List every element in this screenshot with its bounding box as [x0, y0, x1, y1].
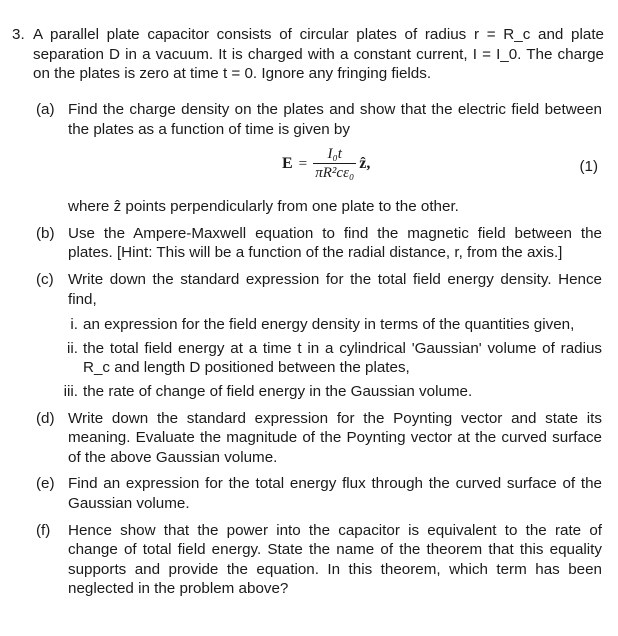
- part-d: [36, 409, 602, 468]
- subitem-iii: [36, 382, 602, 402]
- equation-unit-vector: ẑ,: [359, 154, 371, 172]
- subitem-label: iii.: [63, 382, 78, 400]
- part-e-label: (e): [36, 475, 55, 493]
- equation-numerator: I₀t: [327, 146, 342, 163]
- part-c: [36, 270, 602, 402]
- part-b: [36, 224, 602, 263]
- part-a-text: Find the charge density on the plates and show that the electric field between the plates as a function of time is given by: [68, 101, 602, 138]
- part-e-text: Find an expression for the total energy flux through the curved surface of the Gaussian volume.: [68, 475, 602, 512]
- part-f-text: Hence show that the power into the capacitor is equivalent to the rate of change of total field energy. State the name of the theorem that this equality supports and provide the equation. In this theorem, which term has been neglected in the problem above?: [68, 521, 602, 598]
- equation-denominator: πR²cε₀: [315, 165, 355, 182]
- subitem-text: an expression for the field energy density in terms of the quantities given,: [83, 316, 575, 334]
- equation-number: (1): [579, 158, 598, 176]
- part-c-label: (c): [36, 270, 54, 288]
- question-text: A parallel plate capacitor consists of circular plates of radius r = R_c and plate separation D in a vacuum. It is charged with a constant current, I = I_0. The charge on the plates is zero at time t = 0. Ignore any fringing fields.: [33, 26, 604, 83]
- part-b-label: (b): [36, 224, 55, 242]
- part-d-text: Write down the standard expression for the Poynting vector and state its meaning. Evaluate the magnitude of the Poynting vector at the curved surface of the above Gaussian volume.: [68, 409, 602, 466]
- part-a-after-text: where ẑ points perpendicularly from one plate to the other.: [68, 198, 459, 216]
- subitem-text: the total field energy at a time t in a cylindrical 'Gaussian' volume of radius R_c and length D positioned between the plates,: [83, 339, 602, 377]
- part-f-label: (f): [36, 521, 51, 539]
- part-a: [36, 100, 602, 217]
- part-e: [36, 474, 602, 513]
- part-c-subitems: [36, 315, 602, 401]
- subitem-i: [36, 315, 602, 335]
- part-f: [36, 521, 602, 599]
- equation-equals: =: [298, 154, 308, 172]
- equation-lhs: E: [282, 154, 293, 172]
- part-a-label: (a): [36, 101, 55, 118]
- question-parts: [36, 100, 602, 606]
- question-3: [12, 25, 604, 84]
- part-c-text: Write down the standard expression for the total field energy density. Hence find,: [68, 270, 602, 308]
- part-b-text: Use the Ampere-Maxwell equation to find the magnetic field between the plates. [Hint: This will be a function of the radial distance, r, from the axis.]: [68, 224, 602, 262]
- equation-fraction: [313, 145, 356, 182]
- equation-body: [282, 145, 370, 182]
- subitem-label: ii.: [67, 339, 78, 357]
- subitem-label: i.: [70, 316, 78, 334]
- subitem-text: the rate of change of field energy in the Gaussian volume.: [83, 382, 473, 400]
- subitem-ii: [36, 339, 602, 378]
- equation-1: [36, 139, 602, 197]
- question-number: 3.: [12, 26, 25, 43]
- part-d-label: (d): [36, 409, 55, 427]
